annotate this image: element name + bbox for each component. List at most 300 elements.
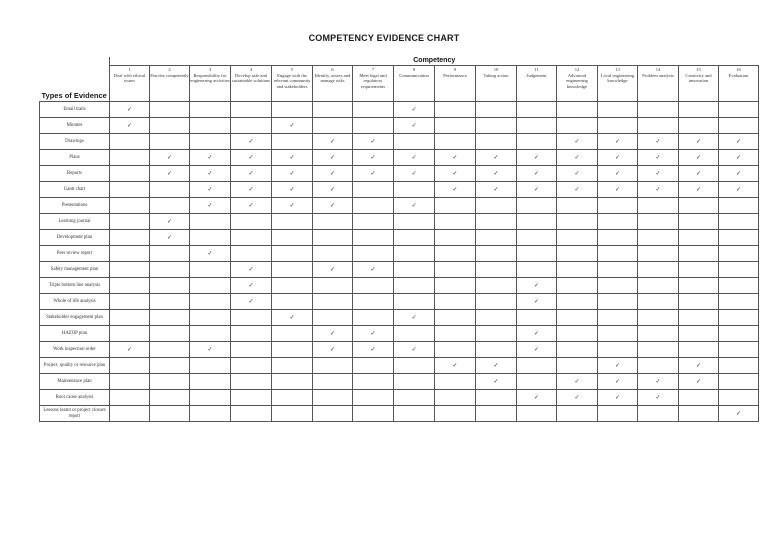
checkmark-icon: ✓ bbox=[493, 155, 499, 161]
checkmark-icon: ✓ bbox=[370, 171, 376, 177]
table-cell bbox=[313, 374, 353, 390]
table-cell bbox=[272, 134, 313, 150]
table-cell bbox=[272, 374, 313, 390]
table-cell bbox=[476, 390, 517, 406]
table-cell bbox=[435, 358, 476, 374]
table-row bbox=[40, 374, 759, 390]
table-cell bbox=[110, 166, 150, 182]
table-cell bbox=[638, 150, 679, 166]
checkmark-icon: ✓ bbox=[411, 347, 417, 353]
checkmark-icon: ✓ bbox=[207, 155, 213, 161]
table-cell bbox=[638, 102, 679, 118]
checkmark-icon: ✓ bbox=[207, 203, 213, 209]
table-cell bbox=[190, 342, 231, 358]
checkmark-icon: ✓ bbox=[248, 267, 254, 273]
table-cell bbox=[394, 342, 435, 358]
table-cell bbox=[679, 214, 719, 230]
table-cell bbox=[313, 198, 353, 214]
competency-name: Evaluation bbox=[728, 72, 749, 78]
table-cell bbox=[231, 134, 272, 150]
checkmark-icon: ✓ bbox=[370, 331, 376, 337]
table-cell bbox=[435, 118, 476, 134]
page-title: COMPETENCY EVIDENCE CHART bbox=[308, 33, 460, 43]
table-cell bbox=[719, 406, 759, 422]
competency-name: Develop safe and sustainable solutions bbox=[231, 72, 271, 84]
competency-number: 12 bbox=[574, 67, 580, 72]
table-cell bbox=[435, 214, 476, 230]
checkmark-icon: ✓ bbox=[574, 155, 580, 161]
checkmark-icon: ✓ bbox=[126, 107, 133, 113]
table-cell bbox=[517, 102, 557, 118]
table-row bbox=[40, 166, 759, 182]
table-cell bbox=[313, 118, 353, 134]
checkmark-icon: ✓ bbox=[695, 139, 702, 145]
table-cell bbox=[557, 182, 598, 198]
table-row bbox=[40, 102, 759, 118]
table-cell bbox=[110, 198, 150, 214]
evidence-type-label: Whole of life analysis bbox=[40, 294, 110, 310]
checkmark-icon: ✓ bbox=[574, 379, 580, 385]
competency-number: 11 bbox=[534, 67, 539, 72]
table-cell bbox=[517, 342, 557, 358]
table-cell bbox=[517, 230, 557, 246]
table-cell bbox=[719, 214, 759, 230]
table-cell bbox=[272, 230, 313, 246]
table-cell bbox=[719, 294, 759, 310]
table-cell bbox=[353, 262, 394, 278]
evidence-type-label: Learning journal bbox=[40, 214, 110, 230]
competency-name: Engage with the relevant community and stakeholders bbox=[273, 72, 311, 89]
table-cell bbox=[557, 118, 598, 134]
checkmark-icon: ✓ bbox=[655, 379, 661, 385]
table-cell bbox=[476, 310, 517, 326]
evidence-rows bbox=[40, 102, 759, 422]
table-cell bbox=[394, 406, 435, 422]
checkmark-icon: ✓ bbox=[248, 139, 254, 145]
table-cell bbox=[231, 390, 272, 406]
checkmark-icon: ✓ bbox=[614, 171, 621, 177]
table-cell bbox=[110, 214, 150, 230]
table-cell bbox=[719, 102, 759, 118]
table-cell bbox=[435, 150, 476, 166]
table-cell bbox=[353, 198, 394, 214]
checkmark-icon: ✓ bbox=[166, 171, 173, 177]
checkmark-icon: ✓ bbox=[655, 139, 661, 145]
table-cell bbox=[679, 262, 719, 278]
table-cell bbox=[638, 358, 679, 374]
table-cell bbox=[272, 150, 313, 166]
table-cell bbox=[394, 134, 435, 150]
table-cell bbox=[517, 326, 557, 342]
table-cell bbox=[517, 150, 557, 166]
table-cell bbox=[231, 294, 272, 310]
table-cell bbox=[150, 374, 190, 390]
table-cell bbox=[557, 310, 598, 326]
checkmark-icon: ✓ bbox=[574, 171, 580, 177]
table-cell bbox=[190, 294, 231, 310]
competency-number: 6 bbox=[331, 67, 334, 72]
table-cell bbox=[679, 358, 719, 374]
table-cell bbox=[638, 294, 679, 310]
checkmark-icon: ✓ bbox=[248, 171, 254, 177]
table-cell bbox=[638, 182, 679, 198]
checkmark-icon: ✓ bbox=[533, 331, 540, 337]
table-cell bbox=[598, 278, 638, 294]
table-row bbox=[40, 150, 759, 166]
table-cell bbox=[557, 390, 598, 406]
checkmark-icon: ✓ bbox=[411, 155, 417, 161]
table-row bbox=[40, 230, 759, 246]
table-cell bbox=[394, 390, 435, 406]
table-cell bbox=[679, 102, 719, 118]
competency-number: 10 bbox=[493, 67, 499, 72]
table-cell bbox=[272, 358, 313, 374]
competency-name: Creativity and innovation bbox=[685, 72, 712, 84]
competency-column-header bbox=[517, 66, 557, 102]
table-cell bbox=[110, 294, 150, 310]
checkmark-icon: ✓ bbox=[370, 139, 376, 145]
table-cell bbox=[598, 262, 638, 278]
checkmark-icon: ✓ bbox=[614, 395, 621, 401]
table-cell bbox=[679, 182, 719, 198]
checkmark-icon: ✓ bbox=[329, 155, 336, 161]
table-cell bbox=[272, 102, 313, 118]
table-cell bbox=[110, 358, 150, 374]
checkmark-icon: ✓ bbox=[289, 315, 295, 321]
competency-name: Judgement bbox=[526, 72, 547, 78]
competency-column-header bbox=[638, 66, 679, 102]
checkmark-icon: ✓ bbox=[411, 107, 417, 113]
table-cell bbox=[353, 310, 394, 326]
table-cell bbox=[719, 342, 759, 358]
table-row bbox=[40, 118, 759, 134]
table-cell bbox=[313, 278, 353, 294]
table-cell bbox=[150, 278, 190, 294]
table-cell bbox=[719, 198, 759, 214]
table-row bbox=[40, 214, 759, 230]
checkmark-icon: ✓ bbox=[289, 203, 295, 209]
table-cell bbox=[598, 118, 638, 134]
checkmark-icon: ✓ bbox=[735, 171, 742, 177]
checkmark-icon: ✓ bbox=[411, 203, 417, 209]
table-cell bbox=[231, 358, 272, 374]
checkmark-icon: ✓ bbox=[695, 379, 702, 385]
table-cell bbox=[190, 214, 231, 230]
checkmark-icon: ✓ bbox=[452, 363, 458, 369]
table-cell bbox=[353, 182, 394, 198]
table-row bbox=[40, 246, 759, 262]
table-cell bbox=[353, 230, 394, 246]
table-cell bbox=[150, 358, 190, 374]
checkmark-icon: ✓ bbox=[614, 363, 621, 369]
competency-column-header bbox=[719, 66, 759, 102]
table-cell bbox=[435, 134, 476, 150]
table-cell bbox=[110, 326, 150, 342]
table-cell bbox=[719, 358, 759, 374]
table-cell bbox=[394, 214, 435, 230]
table-cell bbox=[394, 310, 435, 326]
checkmark-icon: ✓ bbox=[248, 203, 254, 209]
checkmark-icon: ✓ bbox=[207, 251, 213, 257]
checkmark-icon: ✓ bbox=[735, 155, 742, 161]
table-cell bbox=[557, 406, 598, 422]
competency-column-header bbox=[110, 66, 150, 102]
checkmark-icon: ✓ bbox=[533, 187, 540, 193]
competency-number: 5 bbox=[290, 67, 294, 72]
competency-column-header bbox=[435, 66, 476, 102]
table-cell bbox=[272, 262, 313, 278]
table-cell bbox=[231, 198, 272, 214]
table-cell bbox=[679, 342, 719, 358]
table-cell bbox=[557, 102, 598, 118]
table-cell bbox=[190, 166, 231, 182]
table-cell bbox=[517, 406, 557, 422]
table-cell bbox=[638, 342, 679, 358]
table-cell bbox=[353, 326, 394, 342]
table-cell bbox=[110, 182, 150, 198]
table-cell bbox=[557, 358, 598, 374]
table-cell bbox=[272, 214, 313, 230]
evidence-type-label: Reports bbox=[40, 166, 110, 182]
table-cell bbox=[517, 390, 557, 406]
checkmark-icon: ✓ bbox=[329, 267, 336, 273]
checkmark-icon: ✓ bbox=[329, 331, 336, 337]
table-cell bbox=[719, 390, 759, 406]
evidence-type-label: Email trails bbox=[40, 102, 110, 118]
table-cell bbox=[435, 230, 476, 246]
table-cell bbox=[557, 374, 598, 390]
table-cell bbox=[679, 406, 719, 422]
table-cell bbox=[231, 150, 272, 166]
checkmark-icon: ✓ bbox=[533, 171, 540, 177]
competency-column-header bbox=[190, 66, 231, 102]
table-cell bbox=[150, 294, 190, 310]
competency-name: Advanced engineering knowledge bbox=[566, 72, 588, 89]
table-cell bbox=[190, 310, 231, 326]
competency-column-header bbox=[150, 66, 190, 102]
checkmark-icon: ✓ bbox=[574, 395, 580, 401]
table-cell bbox=[353, 150, 394, 166]
table-cell bbox=[231, 102, 272, 118]
table-cell bbox=[150, 150, 190, 166]
competency-name: Identify, assess and manage risks bbox=[314, 72, 351, 84]
table-cell bbox=[231, 326, 272, 342]
table-cell bbox=[719, 182, 759, 198]
checkmark-icon: ✓ bbox=[614, 139, 621, 145]
table-cell bbox=[313, 326, 353, 342]
competency-column-header bbox=[353, 66, 394, 102]
table-cell bbox=[598, 374, 638, 390]
table-cell bbox=[719, 230, 759, 246]
checkmark-icon: ✓ bbox=[452, 155, 458, 161]
table-cell bbox=[719, 118, 759, 134]
evidence-type-label: HAZOP plan bbox=[40, 326, 110, 342]
table-cell bbox=[110, 230, 150, 246]
table-cell bbox=[231, 246, 272, 262]
table-cell bbox=[476, 182, 517, 198]
table-cell bbox=[394, 374, 435, 390]
checkmark-icon: ✓ bbox=[248, 187, 254, 193]
table-cell bbox=[313, 406, 353, 422]
table-cell bbox=[394, 358, 435, 374]
table-cell bbox=[353, 390, 394, 406]
evidence-type-label: Root cause analysis bbox=[40, 390, 110, 406]
table-cell bbox=[190, 374, 231, 390]
checkmark-icon: ✓ bbox=[533, 155, 540, 161]
table-cell bbox=[719, 278, 759, 294]
table-cell bbox=[476, 246, 517, 262]
table-cell bbox=[476, 342, 517, 358]
table-cell bbox=[231, 118, 272, 134]
table-cell bbox=[638, 214, 679, 230]
table-cell bbox=[190, 326, 231, 342]
competency-column-header bbox=[557, 66, 598, 102]
table-cell bbox=[272, 342, 313, 358]
table-cell bbox=[476, 326, 517, 342]
checkmark-icon: ✓ bbox=[614, 379, 621, 385]
table-cell bbox=[231, 230, 272, 246]
competency-header: Competency bbox=[110, 57, 759, 66]
table-cell bbox=[557, 214, 598, 230]
table-cell bbox=[476, 102, 517, 118]
competency-name: Practise competently bbox=[150, 72, 189, 78]
competency-column-header bbox=[231, 66, 272, 102]
competency-number: 16 bbox=[736, 67, 741, 72]
evidence-type-label: Plans bbox=[40, 150, 110, 166]
table-cell bbox=[435, 182, 476, 198]
table-cell bbox=[394, 278, 435, 294]
checkmark-icon: ✓ bbox=[493, 187, 499, 193]
table-cell bbox=[598, 214, 638, 230]
table-cell bbox=[435, 326, 476, 342]
competency-column-header bbox=[598, 66, 638, 102]
table-cell bbox=[313, 342, 353, 358]
table-cell bbox=[110, 246, 150, 262]
table-cell bbox=[110, 310, 150, 326]
evidence-type-label: Stakeholder engagement plan bbox=[40, 310, 110, 326]
table-row bbox=[40, 134, 759, 150]
checkmark-icon: ✓ bbox=[614, 187, 621, 193]
table-cell bbox=[598, 198, 638, 214]
competency-name: Deal with ethical issues bbox=[113, 72, 146, 84]
checkmark-icon: ✓ bbox=[452, 171, 458, 177]
checkmark-icon: ✓ bbox=[533, 395, 540, 401]
checkmark-icon: ✓ bbox=[452, 187, 458, 193]
competency-column-header bbox=[313, 66, 353, 102]
evidence-type-label: Safety management plan bbox=[40, 262, 110, 278]
table-row bbox=[40, 294, 759, 310]
table-cell bbox=[190, 406, 231, 422]
table-row bbox=[40, 262, 759, 278]
competency-name: Taking action bbox=[483, 72, 509, 78]
table-cell bbox=[353, 342, 394, 358]
table-cell bbox=[598, 294, 638, 310]
checkmark-icon: ✓ bbox=[533, 283, 540, 289]
competency-number: 2 bbox=[168, 67, 171, 72]
table-cell bbox=[638, 406, 679, 422]
table-cell bbox=[272, 198, 313, 214]
table-cell bbox=[679, 150, 719, 166]
checkmark-icon: ✓ bbox=[533, 347, 540, 353]
table-cell bbox=[231, 214, 272, 230]
table-cell bbox=[110, 150, 150, 166]
table-cell bbox=[638, 262, 679, 278]
table-cell bbox=[638, 230, 679, 246]
table-cell bbox=[190, 262, 231, 278]
table-cell bbox=[394, 262, 435, 278]
checkmark-icon: ✓ bbox=[695, 171, 702, 177]
competency-name: Problem analysis bbox=[642, 72, 674, 78]
checkmark-icon: ✓ bbox=[289, 155, 295, 161]
table-cell bbox=[598, 182, 638, 198]
table-cell bbox=[190, 246, 231, 262]
checkmark-icon: ✓ bbox=[248, 299, 254, 305]
table-cell bbox=[638, 166, 679, 182]
table-cell bbox=[394, 326, 435, 342]
table-cell bbox=[313, 182, 353, 198]
table-cell bbox=[353, 134, 394, 150]
table-cell bbox=[679, 134, 719, 150]
table-cell bbox=[557, 230, 598, 246]
table-cell bbox=[353, 278, 394, 294]
table-cell bbox=[190, 118, 231, 134]
checkmark-icon: ✓ bbox=[655, 187, 661, 193]
table-cell bbox=[638, 310, 679, 326]
table-cell bbox=[638, 390, 679, 406]
table-cell bbox=[353, 406, 394, 422]
competency-name: Meet legal and regulatory requirements bbox=[359, 72, 387, 89]
table-cell bbox=[638, 374, 679, 390]
table-cell bbox=[517, 198, 557, 214]
competency-name: Communication bbox=[399, 72, 429, 78]
table-cell bbox=[435, 102, 476, 118]
table-cell bbox=[353, 166, 394, 182]
table-cell bbox=[353, 374, 394, 390]
table-cell bbox=[150, 134, 190, 150]
table-cell bbox=[679, 198, 719, 214]
table-cell bbox=[272, 118, 313, 134]
evidence-type-label: Triple bottom line analysis bbox=[40, 278, 110, 294]
table-cell bbox=[272, 166, 313, 182]
table-cell bbox=[517, 374, 557, 390]
table-cell bbox=[638, 198, 679, 214]
table-cell bbox=[557, 278, 598, 294]
table-cell bbox=[598, 102, 638, 118]
table-cell bbox=[110, 342, 150, 358]
table-cell bbox=[110, 374, 150, 390]
table-cell bbox=[231, 278, 272, 294]
table-cell bbox=[476, 374, 517, 390]
checkmark-icon: ✓ bbox=[655, 171, 661, 177]
table-cell bbox=[272, 278, 313, 294]
table-cell bbox=[231, 182, 272, 198]
table-cell bbox=[517, 214, 557, 230]
table-cell bbox=[598, 230, 638, 246]
table-cell bbox=[557, 246, 598, 262]
table-cell bbox=[679, 166, 719, 182]
evidence-type-label: Minutes bbox=[40, 118, 110, 134]
table-cell bbox=[638, 134, 679, 150]
competency-number: 7 bbox=[371, 67, 375, 72]
table-cell bbox=[435, 310, 476, 326]
checkmark-icon: ✓ bbox=[329, 171, 336, 177]
checkmark-icon: ✓ bbox=[207, 347, 213, 353]
table-cell bbox=[719, 246, 759, 262]
checkmark-icon: ✓ bbox=[370, 155, 376, 161]
table-cell bbox=[719, 166, 759, 182]
table-cell bbox=[517, 262, 557, 278]
table-cell bbox=[394, 102, 435, 118]
